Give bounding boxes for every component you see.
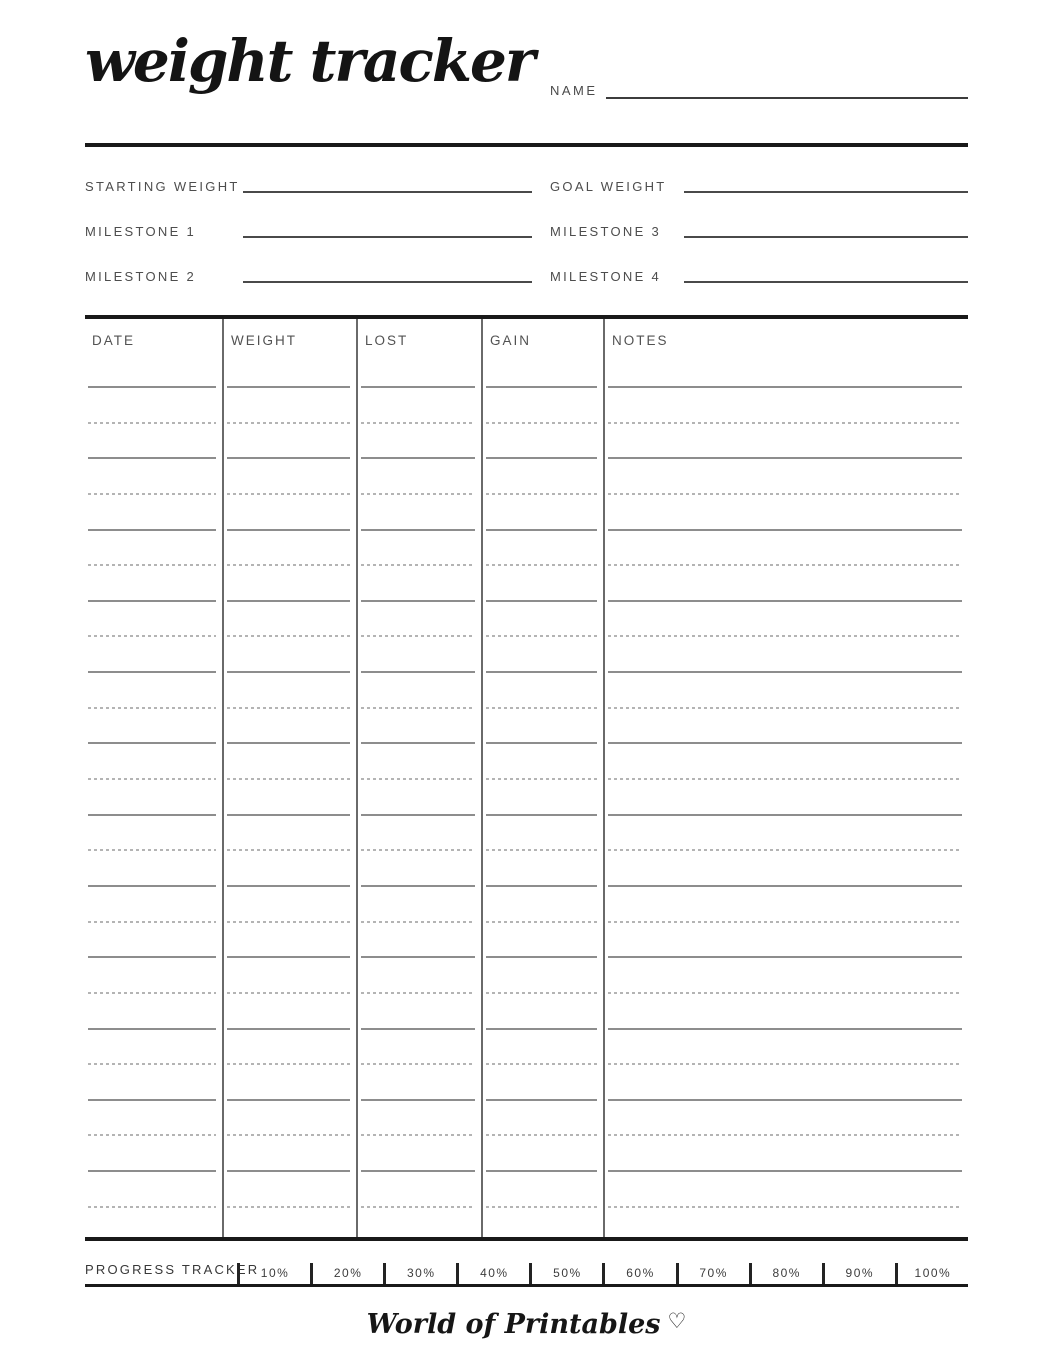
- table-row-space: [358, 566, 481, 602]
- progress-percent-label: 10%: [260, 1266, 290, 1280]
- table-row-space: [605, 709, 968, 745]
- table-row-space: [605, 459, 968, 495]
- table-row-space: [224, 816, 356, 852]
- heart-icon: ♡: [667, 1309, 687, 1333]
- table-row-space: [605, 780, 968, 816]
- table-row-space: [483, 1030, 603, 1066]
- table-row-space: [358, 637, 481, 673]
- table-row-space: [358, 531, 481, 567]
- table-row-space: [483, 887, 603, 923]
- table-row-space: [605, 388, 968, 424]
- table-row-space: [483, 602, 603, 638]
- progress-segment-10: [237, 1263, 310, 1284]
- lost-column: [358, 319, 483, 1237]
- milestone-1-label: MILESTONE 1: [85, 224, 197, 239]
- table-row-space: [605, 424, 968, 460]
- milestone-2-blank-line: [243, 279, 532, 283]
- milestone-3-label: MILESTONE 3: [550, 224, 662, 239]
- table-row-space: [483, 744, 603, 780]
- table-row-space: [483, 388, 603, 424]
- table-row-space: [224, 887, 356, 923]
- table-row-space: [85, 531, 222, 567]
- weight-column-label: WEIGHT: [231, 333, 297, 348]
- progress-segment-70: [676, 1263, 749, 1284]
- table-row-space: [224, 709, 356, 745]
- table-row-space: [224, 673, 356, 709]
- table-row-space: [483, 994, 603, 1030]
- progress-segment-40: [456, 1263, 529, 1284]
- row-line: [227, 1206, 350, 1208]
- table-row-space: [85, 780, 222, 816]
- progress-segment-30: [383, 1263, 456, 1284]
- milestone-4-field: [550, 263, 968, 283]
- table-row-space: [605, 887, 968, 923]
- table-row-space: [483, 637, 603, 673]
- progress-segment-60: [602, 1263, 675, 1284]
- progress-percent-label: 20%: [333, 1266, 363, 1280]
- milestone-2-field: [85, 263, 532, 283]
- table-row-space: [224, 1101, 356, 1137]
- goal-weight-blank-line: [684, 189, 968, 193]
- milestone-2-label: MILESTONE 2: [85, 269, 197, 284]
- table-row-space: [224, 780, 356, 816]
- table-row-space: [85, 602, 222, 638]
- table-row-space: [85, 1136, 222, 1172]
- table-row-space: [224, 459, 356, 495]
- table-row-space: [85, 709, 222, 745]
- table-row-space: [483, 851, 603, 887]
- goal-weight-label: GOAL WEIGHT: [550, 179, 667, 194]
- table-row-space: [85, 923, 222, 959]
- footer: [85, 1309, 968, 1340]
- table-row-space: [483, 1136, 603, 1172]
- brand-logo-text: World of Printables: [366, 1309, 661, 1340]
- progress-percent-label: 60%: [626, 1266, 655, 1280]
- notes-column: [605, 319, 968, 1237]
- table-row-space: [358, 1172, 481, 1208]
- column-filler: [224, 1208, 356, 1237]
- weight-column-header: [224, 319, 356, 388]
- table-row-space: [358, 459, 481, 495]
- milestone-1-blank-line: [243, 234, 532, 238]
- goal-weight-field: [550, 173, 968, 193]
- page-title: weight tracker: [85, 27, 534, 95]
- notes-column-label: NOTES: [612, 333, 669, 348]
- notes-column-header: [605, 319, 968, 388]
- table-row-space: [483, 1101, 603, 1137]
- milestone-4-label: MILESTONE 4: [550, 269, 662, 284]
- table-row-space: [224, 1065, 356, 1101]
- table-row-space: [224, 424, 356, 460]
- table-row-space: [483, 816, 603, 852]
- table-row-space: [605, 994, 968, 1030]
- table-row-space: [483, 923, 603, 959]
- table-row-space: [358, 602, 481, 638]
- progress-percent-label: 80%: [772, 1266, 801, 1280]
- table-row-space: [483, 709, 603, 745]
- table-row-space: [358, 1101, 481, 1137]
- table-row-space: [85, 388, 222, 424]
- milestone-1-field: [85, 218, 532, 238]
- table-row-space: [483, 1172, 603, 1208]
- table-row-space: [358, 887, 481, 923]
- progress-percent-label: 40%: [480, 1266, 509, 1280]
- table-row-space: [85, 887, 222, 923]
- progress-percent-label: 50%: [553, 1266, 582, 1280]
- table-row-space: [605, 1065, 968, 1101]
- progress-tracker-label: PROGRESS TRACKER: [85, 1262, 260, 1277]
- name-field: [550, 84, 968, 99]
- table-row-space: [224, 566, 356, 602]
- table-row-space: [85, 1101, 222, 1137]
- table-row-space: [605, 816, 968, 852]
- table-row-space: [85, 958, 222, 994]
- info-column-left: [85, 173, 532, 308]
- table-row-space: [358, 744, 481, 780]
- table-row-space: [358, 709, 481, 745]
- starting-weight-blank-line: [243, 189, 532, 193]
- milestone-3-blank-line: [684, 234, 968, 238]
- progress-percent-label: 30%: [406, 1266, 436, 1280]
- row-line: [608, 1206, 962, 1208]
- table-row-space: [358, 994, 481, 1030]
- table-row-space: [358, 816, 481, 852]
- table-row-space: [605, 1101, 968, 1137]
- table-row-space: [224, 851, 356, 887]
- progress-tracker: [85, 1243, 968, 1287]
- row-line: [88, 1206, 216, 1208]
- table-row-space: [224, 1136, 356, 1172]
- starting-weight-field: [85, 173, 532, 193]
- table-row-space: [85, 673, 222, 709]
- table-row-space: [605, 1030, 968, 1066]
- table-row-space: [224, 958, 356, 994]
- table-row-space: [358, 1065, 481, 1101]
- progress-percent-label: 100%: [914, 1266, 952, 1280]
- table-row-space: [605, 1172, 968, 1208]
- table-row-space: [483, 424, 603, 460]
- table-row-space: [224, 1172, 356, 1208]
- table-row-space: [358, 851, 481, 887]
- column-filler: [605, 1208, 968, 1237]
- header: [85, 0, 968, 143]
- table-row-space: [483, 566, 603, 602]
- table-row-space: [358, 1030, 481, 1066]
- table-row-space: [224, 637, 356, 673]
- table-row-space: [605, 744, 968, 780]
- column-filler: [483, 1208, 603, 1237]
- table-row-space: [605, 531, 968, 567]
- table-row-space: [483, 495, 603, 531]
- milestone-3-field: [550, 218, 968, 238]
- date-column-header: [85, 319, 222, 388]
- row-line: [361, 1206, 475, 1208]
- table-row-space: [358, 388, 481, 424]
- table-row-space: [605, 958, 968, 994]
- name-blank-line: [606, 95, 968, 99]
- table-row-space: [605, 673, 968, 709]
- table-row-space: [358, 673, 481, 709]
- table-row-space: [85, 1030, 222, 1066]
- table-row-space: [85, 495, 222, 531]
- table-row-space: [224, 388, 356, 424]
- table-row-space: [605, 637, 968, 673]
- progress-segment-90: [822, 1263, 895, 1284]
- weight-column: [224, 319, 358, 1237]
- progress-segment-20: [310, 1263, 383, 1284]
- table-row-space: [224, 994, 356, 1030]
- table-row-space: [85, 424, 222, 460]
- gain-column: [483, 319, 605, 1237]
- table-row-space: [85, 566, 222, 602]
- row-line: [486, 1206, 597, 1208]
- table-row-space: [85, 1065, 222, 1101]
- table-row-space: [85, 459, 222, 495]
- progress-segment-100: [895, 1263, 968, 1284]
- table-row-space: [224, 1030, 356, 1066]
- table-row-space: [358, 958, 481, 994]
- date-column: [85, 319, 224, 1237]
- table-row-space: [224, 923, 356, 959]
- table-row-space: [483, 673, 603, 709]
- table-row-space: [358, 1136, 481, 1172]
- info-column-right: [550, 173, 968, 308]
- table-row-space: [85, 994, 222, 1030]
- table-row-space: [224, 495, 356, 531]
- table-row-space: [483, 1065, 603, 1101]
- milestone-4-blank-line: [684, 279, 968, 283]
- table-row-space: [605, 566, 968, 602]
- table-row-space: [605, 851, 968, 887]
- table-row-space: [224, 744, 356, 780]
- table-row-space: [358, 424, 481, 460]
- table-row-space: [605, 923, 968, 959]
- table-row-space: [605, 602, 968, 638]
- table-row-space: [85, 1172, 222, 1208]
- starting-weight-label: STARTING WEIGHT: [85, 179, 240, 194]
- table-row-space: [358, 923, 481, 959]
- weight-log-table: [85, 315, 968, 1241]
- table-row-space: [224, 602, 356, 638]
- table-row-space: [483, 459, 603, 495]
- gain-column-header: [483, 319, 603, 388]
- table-row-space: [358, 780, 481, 816]
- lost-column-header: [358, 319, 481, 388]
- weight-goals-section: [85, 147, 968, 308]
- name-label: NAME: [550, 83, 598, 98]
- table-row-space: [605, 495, 968, 531]
- table-row-space: [224, 531, 356, 567]
- column-filler: [358, 1208, 481, 1237]
- table-row-space: [483, 780, 603, 816]
- table-row-space: [85, 637, 222, 673]
- table-row-space: [85, 744, 222, 780]
- table-row-space: [483, 958, 603, 994]
- lost-column-label: LOST: [365, 333, 409, 348]
- table-row-space: [483, 531, 603, 567]
- table-row-space: [358, 495, 481, 531]
- progress-percent-label: 90%: [845, 1266, 875, 1280]
- gain-column-label: GAIN: [490, 333, 532, 348]
- column-filler: [85, 1208, 222, 1237]
- table-row-space: [85, 851, 222, 887]
- table-row-space: [85, 816, 222, 852]
- progress-segment-50: [529, 1263, 602, 1284]
- progress-segment-80: [749, 1263, 822, 1284]
- table-row-space: [605, 1136, 968, 1172]
- date-column-label: DATE: [92, 333, 136, 348]
- progress-percent-label: 70%: [699, 1266, 728, 1280]
